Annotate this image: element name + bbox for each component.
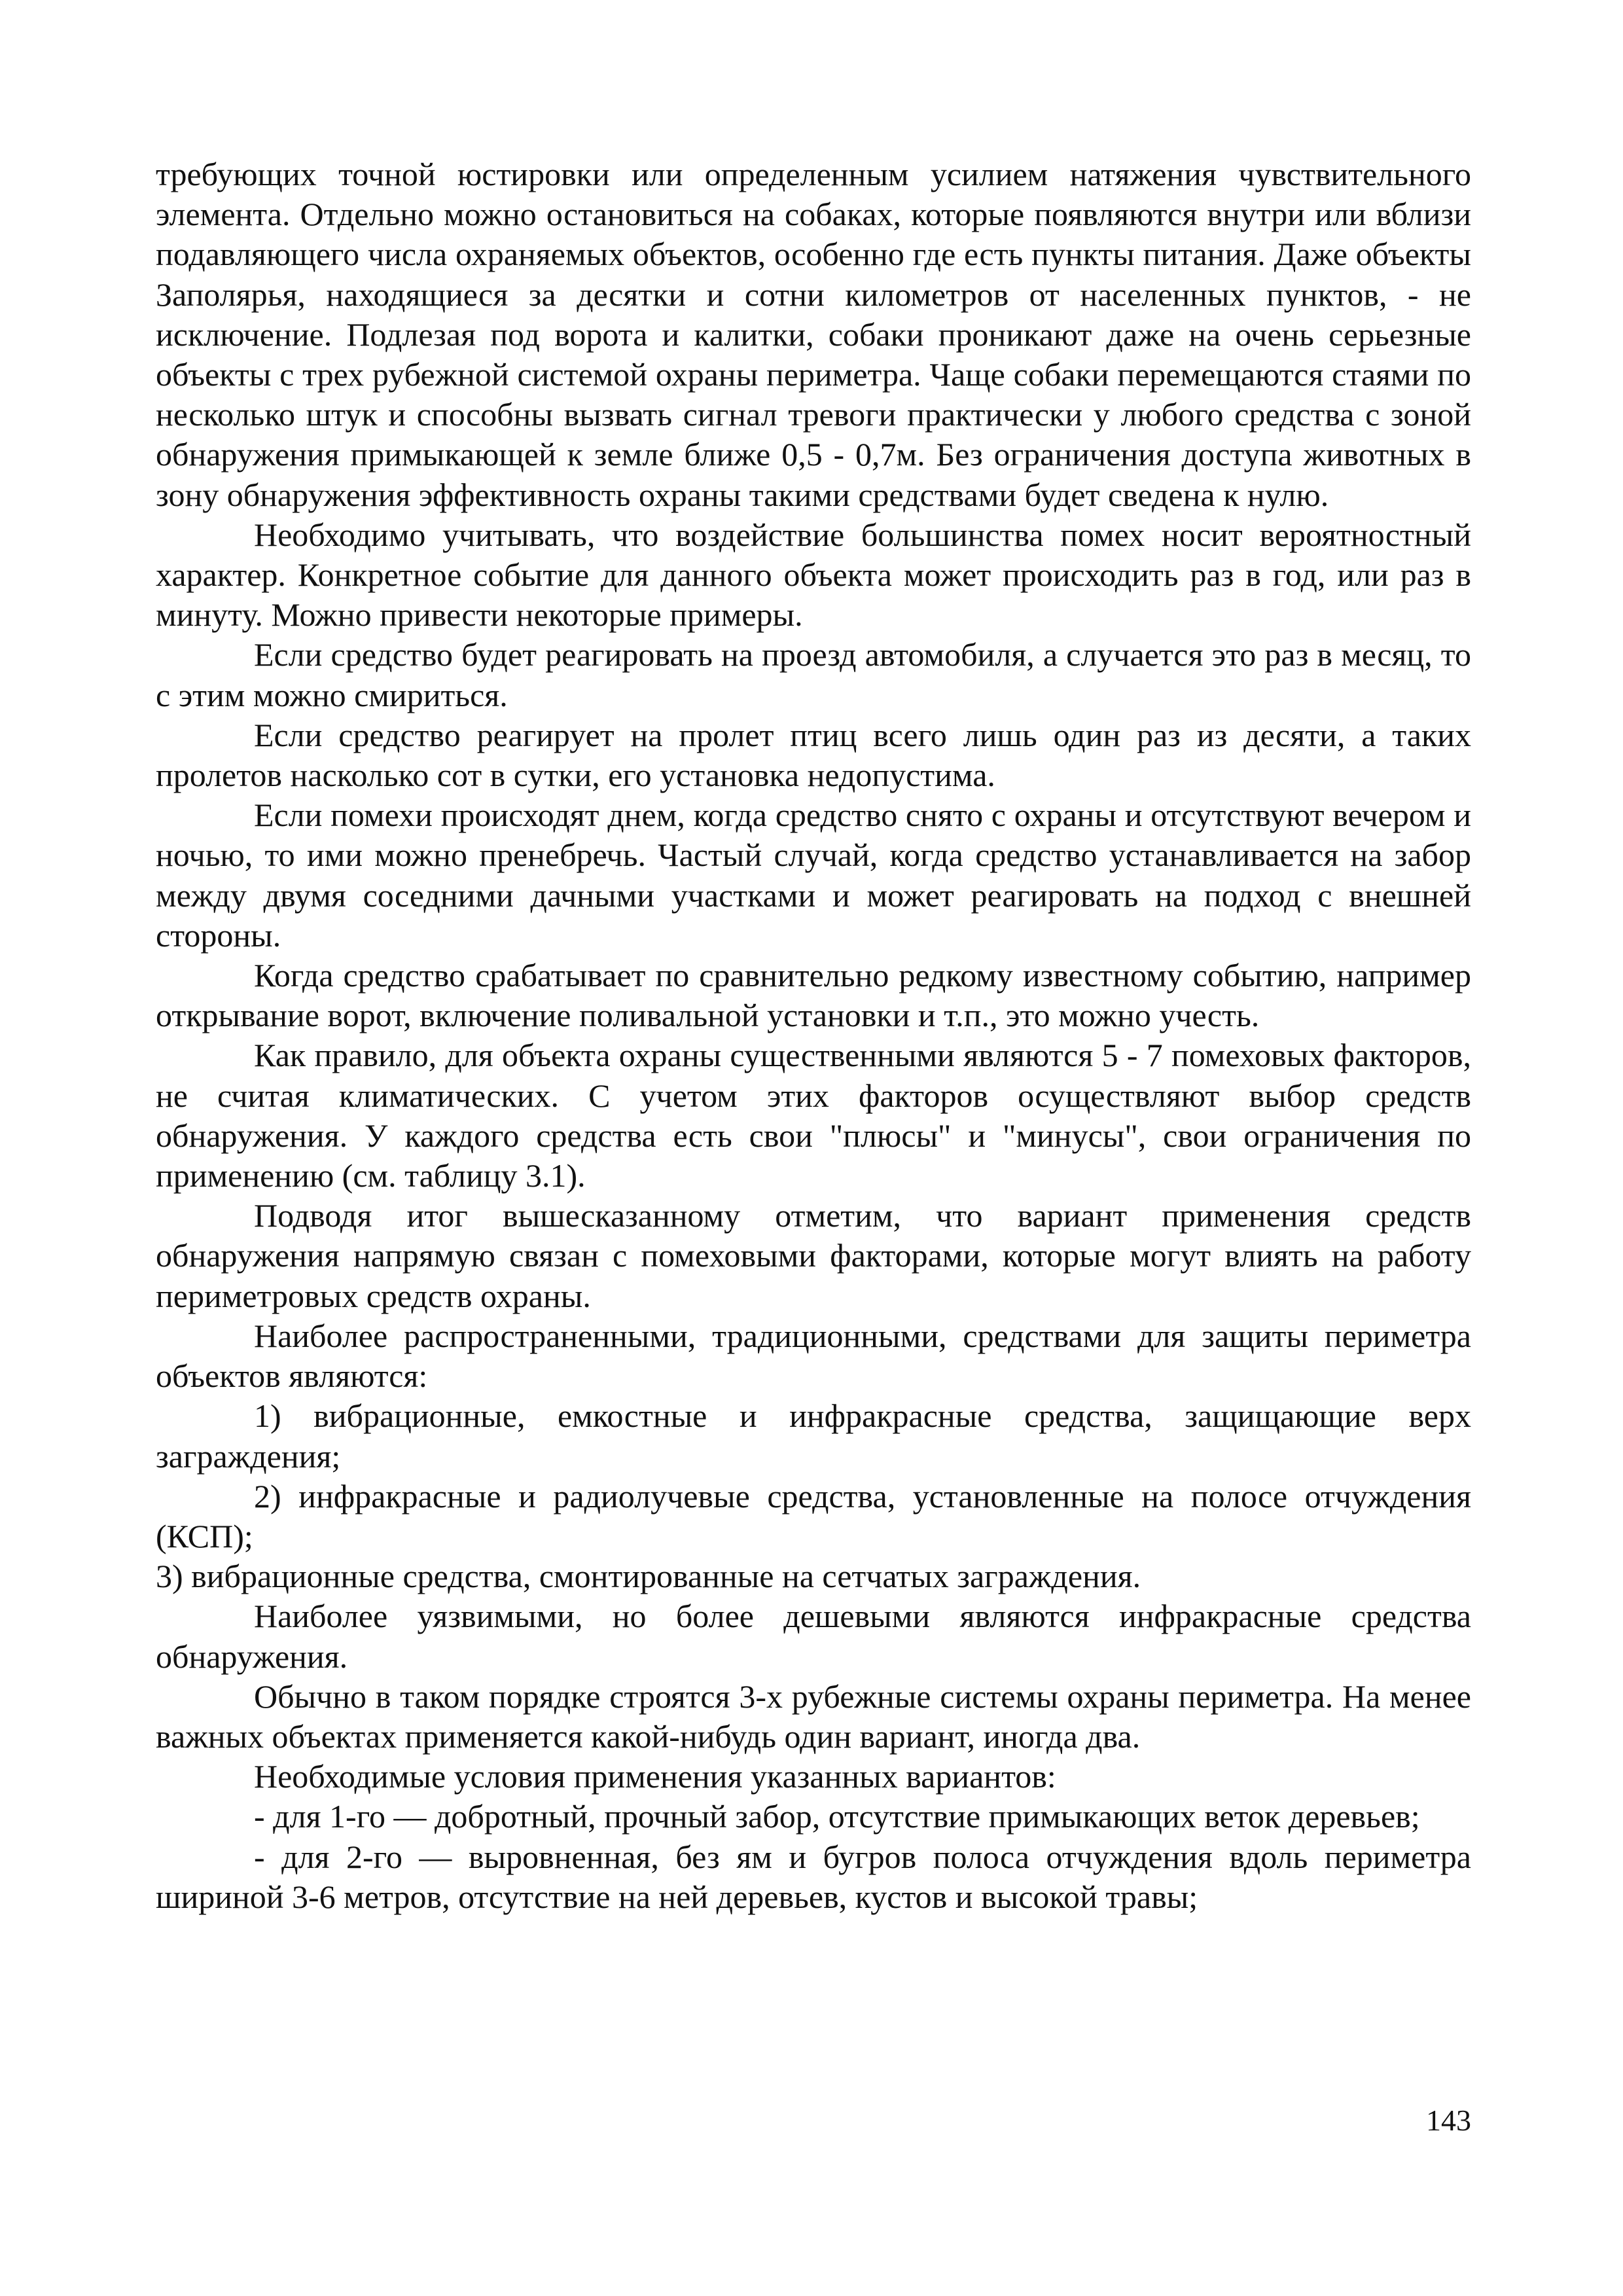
body-text [156, 154, 1471, 1917]
paragraph: Если помехи происходят днем, когда средство снято с охраны и отсутствуют вечером и ночью, то ими можно пренебречь. Частый случай, когда средство устанавливается на забор между двумя соседними дачными участками и может реагировать на подход с внешней стороны. [156, 797, 1471, 954]
paragraph: Подводя итог вышесказанному отметим, что вариант применения средств обнаружения напрямую связан с помеховыми факторами, которые могут влиять на работу периметровых средств охраны. [156, 1197, 1471, 1314]
paragraph: Необходимые условия применения указанных вариантов: [254, 1758, 1056, 1795]
list-item: - для 2-го — выровненная, без ям и бугров полоса отчуждения вдоль периметра шириной 3-6 метров, отсутствие на ней деревьев, кустов и высокой травы; [156, 1838, 1471, 1915]
paragraph: Если средство реагирует на пролет птиц всего лишь один раз из десяти, а таких пролетов насколько сот в сутки, его установка недопустима. [156, 716, 1471, 794]
paragraph: Наиболее распространенными, традиционными, средствами для защиты периметра объектов являются: [156, 1317, 1471, 1395]
paragraph: Наиболее уязвимыми, но более дешевыми являются инфракрасные средства обнаружения. [156, 1598, 1471, 1675]
paragraph: Обычно в таком порядке строятся 3-х рубежные системы охраны периметра. На менее важных объектах применяется какой-нибудь один вариант, иногда два. [156, 1677, 1471, 1755]
paragraph: Как правило, для объекта охраны существенными являются 5 - 7 помеховых факторов, не считая климатических. С учетом этих факторов осуществляют выбор средств обнаружения. У каждого средства есть свои "плюсы" и "минусы", свои ограничения по применению (см. таблицу 3.1). [156, 1037, 1471, 1194]
list-item: 3) вибрационные средства, смонтированные на сетчатых заграждения. [156, 1558, 1141, 1595]
paragraph: Когда средство срабатывает по сравнительно редкому известному событию, например открывание ворот, включение поливальной установки и т.п., это можно учесть. [156, 957, 1471, 1034]
list-item: - для 1-го — добротный, прочный забор, отсутствие примыкающих веток деревьев; [254, 1798, 1420, 1835]
paragraph: Необходимо учитывать, что воздействие большинства помех носит вероятностный характер. Конкретное событие для данного объекта может происходить раз в год, или раз в минуту. Можно привести некоторые примеры. [156, 516, 1471, 634]
page-number: 143 [1426, 2104, 1471, 2137]
list-item: 2) инфракрасные и радиолучевые средства, установленные на полосе отчуждения (КСП); [156, 1477, 1471, 1554]
paragraph: требующих точной юстировки или определенным усилием натяжения чувствительного элемента. Отдельно можно остановиться на собаках, которые появляются внутри или вблизи подавляющего числа охраняемых объектов, особенно где есть пункты питания. Даже объекты Заполярья, находящиеся за десятки и сотни километров от населенных пунктов, - не исключение. Подлезая под ворота и калитки, собаки проникают даже на очень серьезные объекты с трех рубежной системой охраны периметра. Чаще собаки перемещаются стаями по несколько штук и способны вызвать сигнал тревоги практически у любого средства с зоной обнаружения примыкающей к земле ближе 0,5 - 0,7м. Без ограничения доступа животных в зону обнаружения эффективность охраны такими средствами будет сведена к нулю. [156, 156, 1471, 513]
list-item: 1) вибрационные, емкостные и инфракрасные средства, защищающие верх заграждения; [156, 1397, 1471, 1475]
paragraph: Если средство будет реагировать на проезд автомобиля, а случается это раз в месяц, то с этим можно смириться. [156, 636, 1471, 713]
